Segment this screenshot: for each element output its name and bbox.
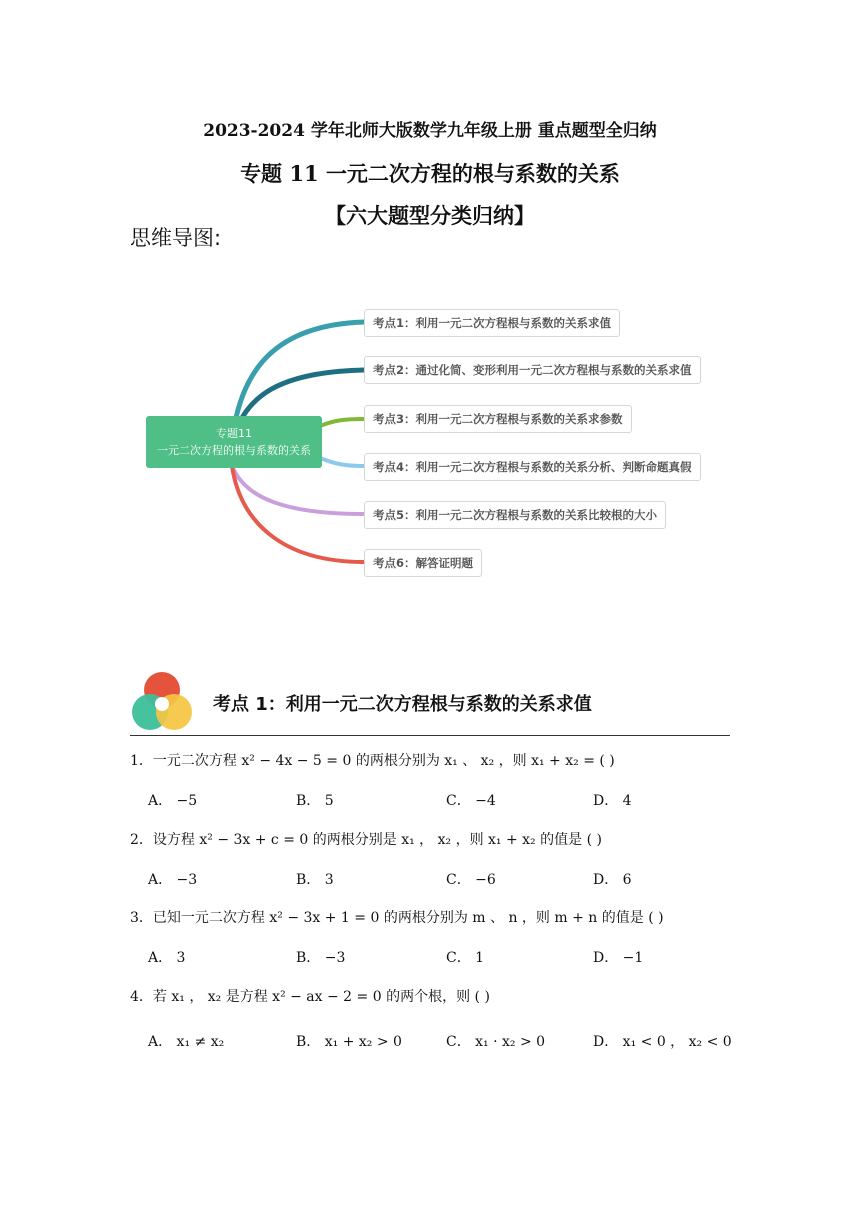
mindmap-node-1: 考点1：利用一元二次方程根与系数的关系求值: [364, 309, 620, 337]
document-title: 2023-2024 学年北师大版数学九年级上册 重点题型全归纳: [203, 121, 657, 141]
topic-title: 专题 11 一元二次方程的根与系数的关系: [240, 161, 620, 186]
q2-option-c: C． −6: [446, 872, 496, 888]
question-1: 1．一元二次方程 x² − 4x − 5 = 0 的两根分别为 x₁ 、 x₂ ，则 x₁ + x₂ = ( ): [130, 753, 615, 769]
q1-option-c: C． −4: [446, 793, 496, 809]
q2-option-a: A． −3: [148, 872, 198, 888]
q3-option-a: A． 3: [148, 950, 186, 966]
mindmap-node-3: 考点3：利用一元二次方程根与系数的关系求参数: [364, 405, 632, 433]
branch-line-5: [232, 466, 364, 514]
q2-option-d: D． 6: [593, 872, 632, 888]
root-line-1: 专题11: [216, 427, 252, 440]
branch-line-4: [320, 458, 364, 466]
question-3: 3．已知一元二次方程 x² − 3x + 1 = 0 的两根分别为 m 、 n ，则 m + n 的值是 ( ): [130, 910, 664, 926]
mindmap-node-6: 考点6：解答证明题: [364, 549, 482, 577]
topic-subtitle: 【六大题型分类归纳】: [325, 204, 535, 228]
branch-line-3: [320, 419, 364, 426]
q1-option-b: B． 5: [296, 793, 334, 809]
q1-option-a: A． −5: [148, 793, 198, 809]
question-2: 2．设方程 x² − 3x + c = 0 的两根分别是 x₁ ， x₂ ，则 x₁ + x₂ 的值是 ( ): [130, 832, 602, 848]
mindmap-node-2: 考点2：通过化简、变形利用一元二次方程根与系数的关系求值: [364, 356, 701, 384]
venn-circles-icon: [130, 670, 194, 734]
q3-option-b: B． −3: [296, 950, 346, 966]
mindmap-root-node: [146, 416, 322, 468]
question-4: 4．若 x₁ ， x₂ 是方程 x² − ax − 2 = 0 的两个根，则 ( ): [130, 989, 490, 1005]
q4-option-a: A． x₁ ≠ x₂: [148, 1034, 225, 1050]
q1-option-d: D． 4: [593, 793, 632, 809]
mindmap-label: 思维导图:: [130, 226, 222, 250]
mindmap-node-5: 考点5：利用一元二次方程根与系数的关系比较根的大小: [364, 501, 666, 529]
q3-option-d: D． −1: [593, 950, 644, 966]
q4-option-b: B． x₁ + x₂ > 0: [296, 1034, 402, 1050]
q4-option-d: D． x₁ < 0 ， x₂ < 0: [593, 1034, 732, 1050]
q4-option-c: C． x₁ · x₂ > 0: [446, 1034, 546, 1050]
q3-option-c: C． 1: [446, 950, 485, 966]
mindmap-node-4: 考点4：利用一元二次方程根与系数的关系分析、判断命题真假: [364, 453, 701, 481]
section-divider: [130, 735, 730, 736]
root-line-2: 一元二次方程的根与系数的关系: [157, 444, 311, 457]
section-title: 考点 1：利用一元二次方程根与系数的关系求值: [213, 694, 592, 715]
q2-option-b: B． 3: [296, 872, 334, 888]
